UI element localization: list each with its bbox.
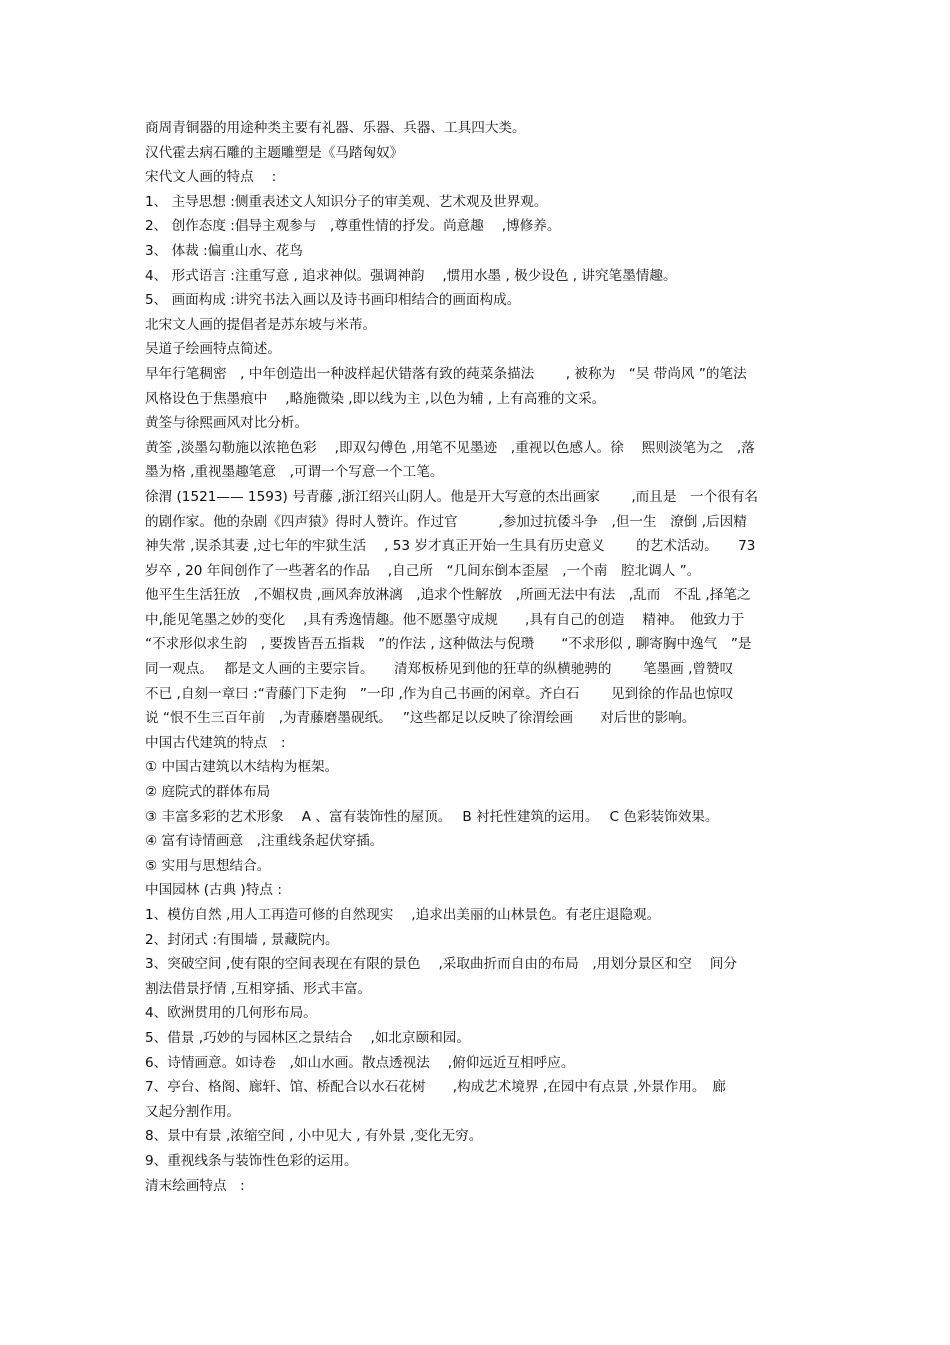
- list-item: 6、诗情画意。如诗卷 ,如山水画。散点透视法 ,俯仰远近互相呼应。: [145, 1054, 575, 1071]
- section-heading: 中国古代建筑的特点 :: [145, 734, 286, 751]
- list-item: 1、 主导思想 :侧重表述文人知识分子的审美观、艺术观及世界观。: [145, 193, 548, 210]
- list-item: 1、模仿自然 ,用人工再造可修的自然现实 ,追求出美丽的山林景色。有老庄退隐观。: [145, 907, 661, 923]
- paragraph-line: 的剧作家。他的杂剧《四声猿》得时人赞许。作过官 ,参加过抗倭斗争 ,但一生 潦倒 ,后因精: [145, 513, 747, 530]
- paragraph-line: 说 “恨不生三百年前 ,为青藤磨墨砚纸。 ”这些都足以反映了徐渭绘画 对后世的影响。: [145, 710, 696, 727]
- section-heading: 吴道子绘画特点简述。: [145, 341, 281, 358]
- list-item: 割法借景抒情 ,互相穿插、形式丰富。: [145, 980, 372, 997]
- paragraph-line: 汉代霍去病石雕的主题雕塑是《马踏匈奴》: [145, 144, 404, 161]
- list-item: 3、 体裁 :偏重山水、花鸟: [145, 242, 303, 259]
- list-item: 4、欧洲贯用的几何形布局。: [145, 1005, 317, 1022]
- list-item: ③ 丰富多彩的艺术形象 A 、富有装饰性的屋顶。 B 衬托性建筑的运用。 C 色彩装饰效果。: [145, 808, 719, 825]
- paragraph-line: “不求形似求生韵 , 要拨皆吾五指栽 ”的作法 , 这种做法与倪瓒 “不求形似 , 聊寄胸中逸气 ”是: [145, 636, 752, 653]
- paragraph-line: 徐渭 (1521—— 1593) 号青藤 ,浙江绍兴山阴人。他是开大写意的杰出画家 ,而且是 一个很有名: [145, 488, 759, 505]
- paragraph-line: 同一观点。 都是文人画的主要宗旨。 清郑板桥见到他的狂草的纵横驰骋的 笔墨画 ,曾赞叹: [145, 661, 734, 678]
- document-body: [145, 116, 810, 1198]
- list-item: 5、借景 ,巧妙的与园林区之景结合 ,如北京颐和园。: [145, 1029, 470, 1046]
- list-item: 5、 画面构成 :讲究书法入画以及诗书画印相结合的画面构成。: [145, 292, 521, 309]
- list-item: ④ 富有诗情画意 ,注重线条起伏穿插。: [145, 833, 384, 850]
- paragraph-line: 风格设色于焦墨痕中 ,略施微染 ,即以线为主 ,以色为辅 , 上有高雅的文采。: [145, 390, 606, 407]
- list-item: 7、亭台、格阁、廊轩、馆、桥配合以水石花树 ,构成艺术境界 ,在园中有点景 ,外景作用。 廊: [145, 1079, 726, 1096]
- section-heading: 中国园林 (古典 )特点 :: [145, 882, 282, 899]
- paragraph-line: 早年行笔稠密 , 中年创造出一种波样起伏错落有致的莼菜条描法 , 被称为 “吴 带尚风 ”的笔法: [145, 365, 747, 382]
- paragraph-line: 不已 ,自刻一章曰 :“青藤门下走狗 ”一印 ,作为自己书画的闲章。齐白石 见到徐的作品也惊叹: [145, 685, 734, 702]
- paragraph-line: 商周青铜器的用途种类主要有礼器、乐器、兵器、工具四大类。: [145, 120, 526, 136]
- section-heading: 宋代文人画的特点 :: [145, 169, 277, 186]
- list-item: 9、重视线条与装饰性色彩的运用。: [145, 1152, 358, 1169]
- section-heading: 清末绘画特点 :: [145, 1177, 245, 1194]
- paragraph-line: 北宋文人画的提倡者是苏东坡与米芾。: [145, 316, 377, 333]
- list-item: ⑤ 实用与思想结合。: [145, 857, 271, 874]
- paragraph-line: 黄筌 ,淡墨勾勒施以浓艳色彩 ,即双勾傅色 ,用笔不见墨迹 ,重视以色感人。徐 熙则淡笔为之 ,落: [145, 439, 755, 456]
- list-item: 2、封闭式 :有围墙 , 景藏院内。: [145, 931, 339, 948]
- list-item: ② 庭院式的群体布局: [145, 784, 271, 801]
- list-item: ① 中国古建筑以木结构为框架。: [145, 759, 339, 776]
- paragraph-line: 墨为格 ,重视墨趣笔意 ,可谓一个写意一个工笔。: [145, 464, 444, 481]
- list-item: 8、景中有景 ,浓缩空间 , 小中见大 , 有外景 ,变化无穷。: [145, 1128, 483, 1145]
- paragraph-line: 中,能见笔墨之妙的变化 ,具有秀逸情趣。他不愿墨守成规 ,具有自己的创造 精神。 他致力于: [145, 611, 745, 628]
- section-heading: 黄筌与徐熙画风对比分析。: [145, 415, 309, 432]
- list-item: 4、 形式语言 :注重写意 , 追求神似。强调神韵 ,惯用水墨 , 极少设色 , 讲究笔墨情趣。: [145, 267, 677, 284]
- list-item: 又起分割作用。: [145, 1103, 241, 1120]
- paragraph-line: 神失常 ,误杀其妻 ,过七年的牢狱生活 , 53 岁才真正开始一生具有历史意义 的艺术活动。 73: [145, 538, 756, 555]
- paragraph-line: 岁卒 , 20 年间创作了一些著名的作品 ,自己所 “几间东倒本歪屋 ,一个南 腔北调人 ”。: [145, 562, 701, 579]
- list-item: 2、 创作态度 :倡导主观参与 ,尊重性情的抒发。尚意趣 ,博修养。: [145, 218, 561, 235]
- paragraph-line: 他平生生活狂放 ,不媚权贵 ,画风奔放淋漓 ,追求个性解放 ,所画无法中有法 ,乱而 不乱 ,择笔之: [145, 587, 751, 604]
- list-item: 3、突破空间 ,使有限的空间表现在有限的景色 ,采取曲折而自由的布局 ,用划分景区和空 间分: [145, 956, 737, 973]
